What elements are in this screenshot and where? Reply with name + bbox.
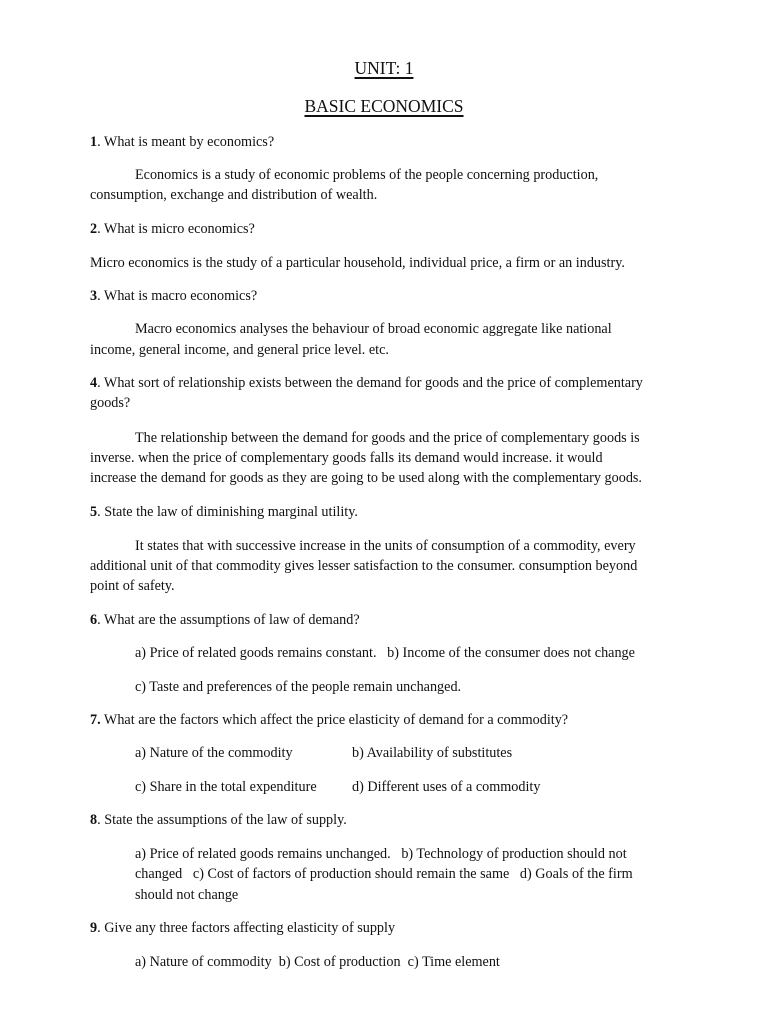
answer-line: It states that with successive increase in the units of consumption of a commodity, every xyxy=(135,538,636,554)
question-2 xyxy=(90,219,255,239)
unit-title: UNIT: 1 xyxy=(354,58,414,78)
answer-line: a) Price of related goods remains unchanged. b) Technology of production should not xyxy=(135,846,627,862)
question-9 xyxy=(90,918,395,938)
question-6 xyxy=(90,610,360,630)
question-number: 7. xyxy=(90,712,101,728)
answer-line: consumption, exchange and distribution of wealth. xyxy=(90,187,378,203)
answer-line: The relationship between the demand for goods and the price of complementary goods is xyxy=(135,430,640,446)
answer-line: increase the demand for goods as they are going to be used along with the complementary goods. xyxy=(90,470,642,486)
question-number: 4 xyxy=(90,375,98,391)
question-text: . What is micro economics? xyxy=(97,221,255,237)
answer-line: income, general income, and general price level. etc. xyxy=(90,342,389,358)
question-5 xyxy=(90,502,358,522)
list-item: c) Share in the total expenditure xyxy=(135,779,317,795)
question-text: What are the factors which affect the price elasticity of demand for a commodity? xyxy=(100,712,569,728)
question-number: 5 xyxy=(90,504,98,520)
question-number: 3 xyxy=(90,288,98,304)
question-3 xyxy=(90,286,257,306)
question-text: . What sort of relationship exists between the demand for goods and the price of complementary xyxy=(97,375,643,391)
answer-line: inverse. when the price of complementary goods falls its demand would increase. it would xyxy=(90,450,603,466)
list-item: a) Nature of the commodity xyxy=(135,745,293,761)
document-title: BASIC ECONOMICS xyxy=(304,96,464,116)
question-text-continued: goods? xyxy=(90,395,131,411)
question-text: . What is macro economics? xyxy=(97,288,258,304)
question-number: 1 xyxy=(90,134,98,150)
question-text: . Give any three factors affecting elasticity of supply xyxy=(97,920,396,936)
answer-line: point of safety. xyxy=(90,578,175,594)
question-number: 6 xyxy=(90,612,98,628)
question-text: . State the assumptions of the law of supply. xyxy=(97,812,347,828)
answer-line: Macro economics analyses the behaviour of broad economic aggregate like national xyxy=(135,321,612,337)
question-text: . What are the assumptions of law of demand? xyxy=(97,612,360,628)
list-item: d) Different uses of a commodity xyxy=(352,779,541,795)
answer-line: c) Taste and preferences of the people remain unchanged. xyxy=(135,679,462,695)
answer-line: a) Nature of commodity b) Cost of production c) Time element xyxy=(135,954,500,970)
answer-line: Economics is a study of economic problems of the people concerning production, xyxy=(135,167,599,183)
question-number: 8 xyxy=(90,812,98,828)
question-number: 2 xyxy=(90,221,98,237)
question-7 xyxy=(90,710,568,730)
answer-line: changed c) Cost of factors of production should remain the same d) Goals of the firm xyxy=(135,866,633,882)
question-1 xyxy=(90,132,274,152)
question-4 xyxy=(90,373,643,393)
answer-line: additional unit of that commodity gives lesser satisfaction to the consumer. consumption beyond xyxy=(90,558,638,574)
list-item: b) Availability of substitutes xyxy=(352,745,513,761)
answer-line: a) Price of related goods remains constant. b) Income of the consumer does not change xyxy=(135,645,635,661)
answer-line: should not change xyxy=(135,887,239,903)
question-text: . State the law of diminishing marginal utility. xyxy=(97,504,358,520)
question-text: . What is meant by economics? xyxy=(97,134,275,150)
question-8 xyxy=(90,810,347,830)
answer-line: Micro economics is the study of a particular household, individual price, a firm or an industry. xyxy=(90,255,625,271)
question-number: 9 xyxy=(90,920,98,936)
